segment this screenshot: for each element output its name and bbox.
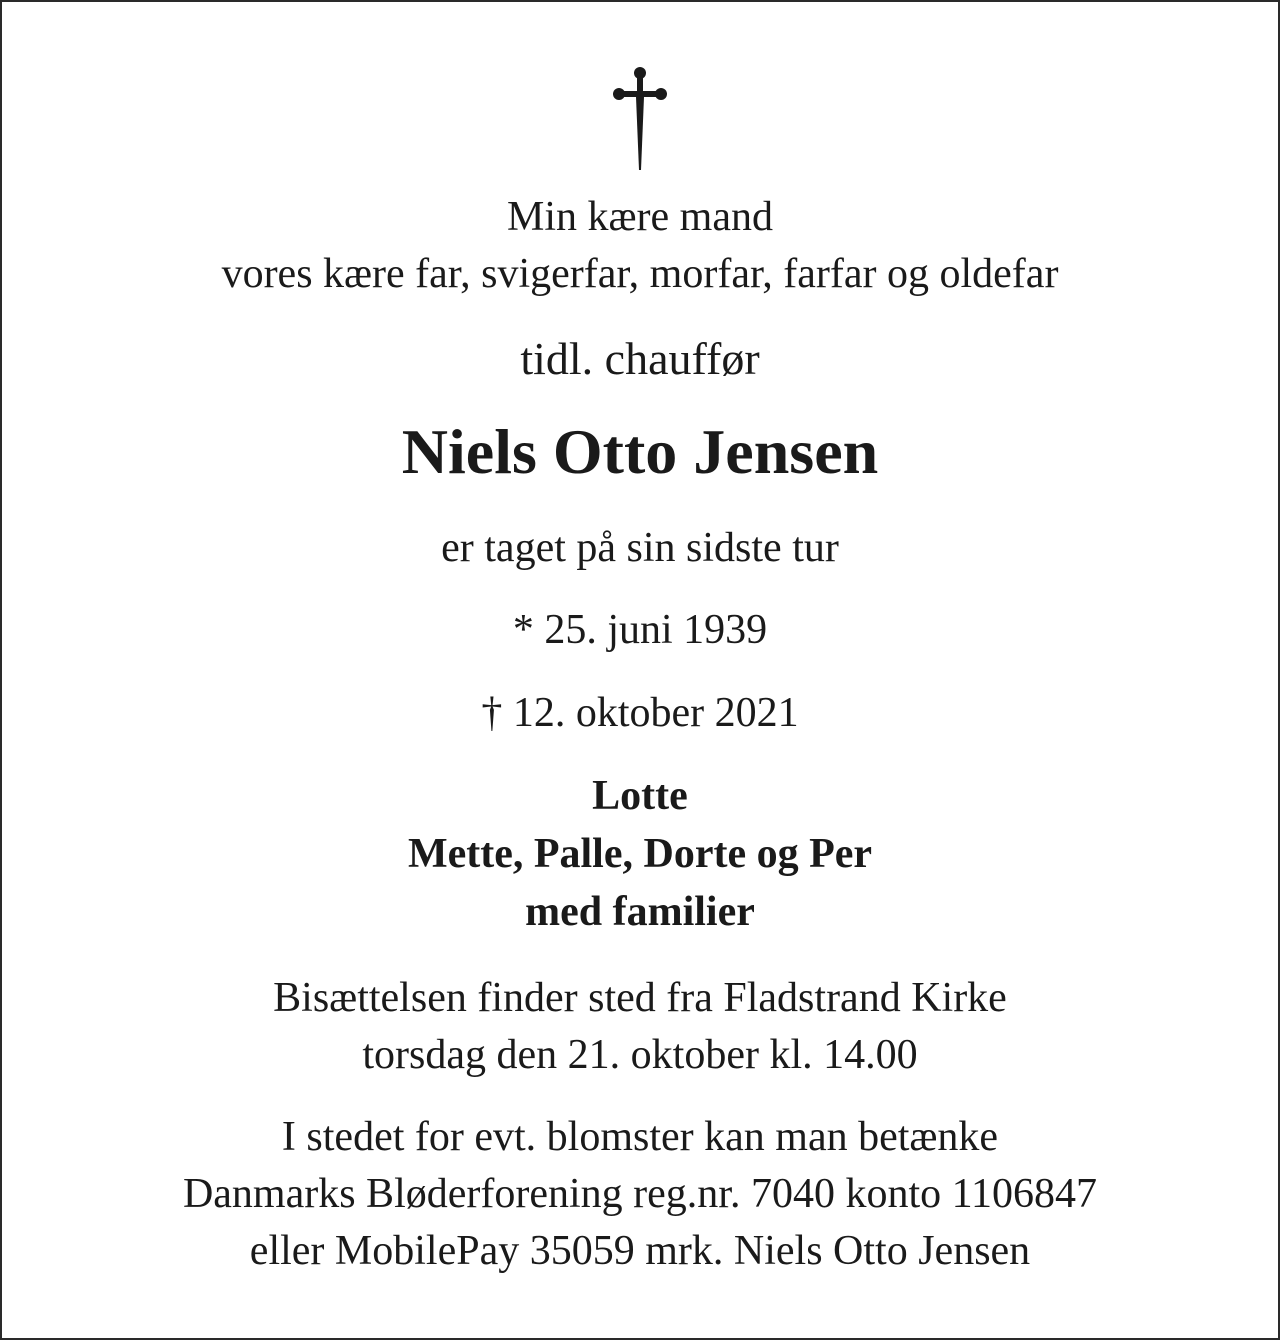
mourner-line: Lotte: [592, 773, 688, 819]
deceased-name: Niels Otto Jensen: [401, 416, 879, 487]
service-line-2: torsdag den 21. oktober kl. 14.00: [362, 1032, 918, 1078]
mourner-line: med familier: [525, 889, 755, 935]
birth-date: * 25. juni 1939: [512, 607, 768, 653]
occupation: tidl. chauffør: [520, 333, 760, 384]
service-line-1: Bisættelsen finder sted fra Fladstrand Kirke: [273, 975, 1007, 1021]
intro-line-1: Min kære mand: [507, 194, 773, 240]
tagline: er taget på sin sidste tur: [441, 525, 839, 571]
cross-icon: [2, 64, 1278, 172]
death-date: † 12. oktober 2021: [481, 690, 799, 736]
donation-line-1: I stedet for evt. blomster kan man betænke: [281, 1114, 999, 1160]
intro-line-2: vores kære far, svigerfar, morfar, farfar og oldefar: [221, 251, 1059, 297]
donation-line-2: Danmarks Bløderforening reg.nr. 7040 konto 1106847: [182, 1171, 1098, 1217]
mourner-line: Mette, Palle, Dorte og Per: [407, 831, 873, 877]
donation-line-3: eller MobilePay 35059 mrk. Niels Otto Jensen: [249, 1228, 1031, 1274]
